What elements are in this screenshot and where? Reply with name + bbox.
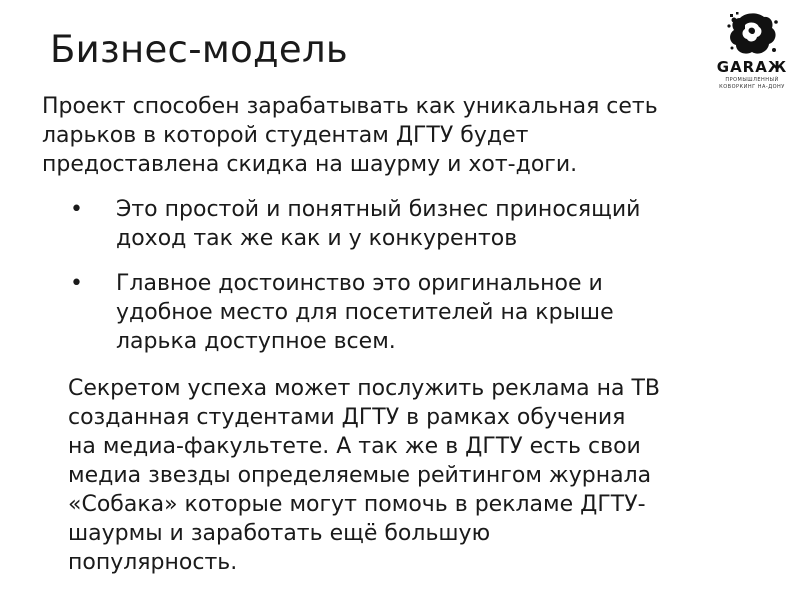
bullet-line: доход так же как и у конкурентов [116,226,518,251]
closing-line: Секретом успеха может послужить реклама на ТВ [68,376,661,401]
bullet-line: удобное место для посетителей на крыше [116,300,614,325]
bullet-item [70,195,730,253]
garage-splash-icon [712,8,792,60]
closing-paragraph [68,374,748,577]
bullet-item [70,269,730,356]
bullet-line: ларька доступное всем. [116,329,396,354]
closing-line: на медиа-факультете. А так же в ДГТУ есть свои [68,434,641,459]
logo-tagline-line2: КОВОРКИНГ НА-ДОНУ [719,84,785,90]
closing-line: популярность. [68,550,238,575]
closing-line: «Собака» которые могут помочь в рекламе ДГТУ- [68,492,646,517]
intro-line: Проект способен зарабатывать как уникальная сеть [42,94,658,119]
intro-line: предоставлена скидка на шаурму и хот-доги. [42,152,578,177]
intro-paragraph [42,92,742,179]
bullet-line: Главное достоинство это оригинальное и [116,271,603,296]
logo-wordmark: GARAЖ [716,58,788,76]
bullet-line: Это простой и понятный бизнес приносящий [116,197,641,222]
closing-line: медиа звезды определяемые рейтингом журнала [68,463,652,488]
closing-line: шаурмы и заработать ещё большую [68,521,491,546]
bullet-list [70,195,730,372]
intro-line: ларьков в которой студентам ДГТУ будет [42,123,529,148]
closing-line: созданная студентами ДГТУ в рамках обучения [68,405,626,430]
logo-tagline-line1: ПРОМЫШЛЕННЫЙ [725,77,779,83]
slide-title: Бизнес-модель [50,28,349,71]
bullet-marker: • [70,271,83,296]
bullet-marker: • [70,197,83,222]
garage-logo [712,8,792,100]
